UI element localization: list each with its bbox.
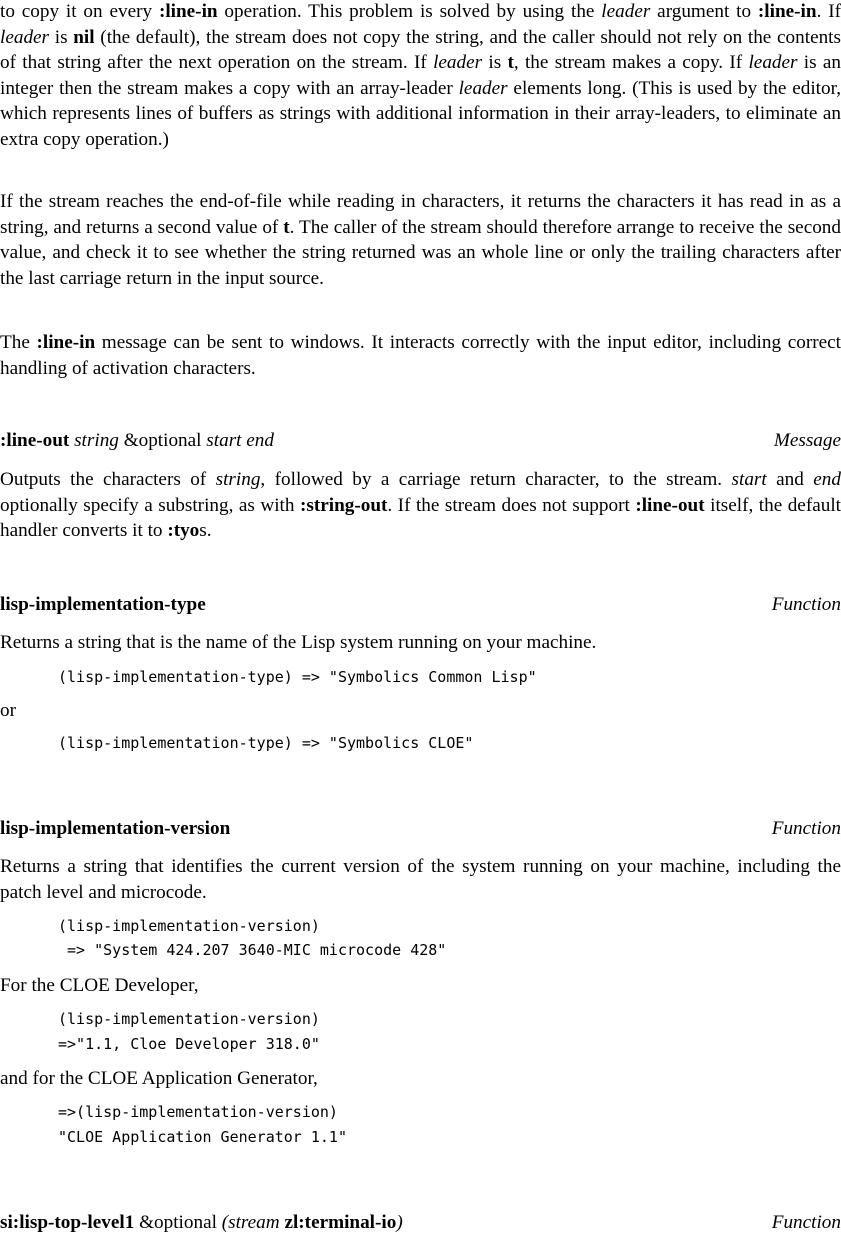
- entry-kind: Function: [771, 594, 841, 615]
- code-example: =>"1.1, Cloe Developer 318.0": [58, 1035, 320, 1053]
- entry-kind: Function: [771, 818, 841, 839]
- entry-header-lisp-implementation-type: [0, 592, 841, 618]
- signature: si:lisp-top-level1 &optional (stream zl:terminal-io): [0, 1212, 403, 1233]
- code-example: => "System 424.207 3640-MIC microcode 428": [58, 941, 447, 959]
- paragraph-end-of-file: If the stream reaches the end-of-file while reading in characters, it returns the characters it has read in as a string, and returns a second value of t. The caller of the stream should therefore arrange to receive the second value, and check it to see whether the string returned was an whole line or only the trailing characters after the last carriage return in the input source.: [0, 191, 841, 289]
- code-example: (lisp-implementation-type) => "Symbolics CLOE": [58, 734, 474, 752]
- entry-header-line-out: [0, 428, 841, 454]
- code-example: (lisp-implementation-version): [58, 1010, 320, 1028]
- code-example: (lisp-implementation-version): [58, 917, 320, 935]
- signature: :line-out string &optional start end: [0, 430, 274, 451]
- paragraph-impl-version-desc: Returns a string that identifies the current version of the system running on your machine, including the patch level and microcode.: [0, 856, 841, 903]
- paragraph-leader-copy: to copy it on every :line-in operation. This problem is solved by using the leader argument to :line-in. If leader is nil (the default), the stream does not copy the string, and the caller should not rely on the contents of that string after the next operation on the stream. If leader is t, the stream makes a copy. If leader is an integer then the stream makes a copy with an array-leader leader elements long. (This is used by the editor, which represents lines of buffers as strings with additional information in their array-leaders, to eliminate an extra copy operation.): [0, 1, 841, 150]
- signature: lisp-implementation-version: [0, 818, 231, 839]
- code-example: =>(lisp-implementation-version): [58, 1103, 338, 1121]
- paragraph-cloe-developer: For the CLOE Developer,: [0, 975, 199, 996]
- paragraph-impl-type-desc: Returns a string that is the name of the Lisp system running on your machine.: [0, 632, 597, 653]
- paragraph-line-out-desc: Outputs the characters of string, followed by a carriage return character, to the stream. start and end optionally specify a substring, as with :string-out. If the stream does not support :line-out itself, the default handler converts it to :tyos.: [0, 469, 841, 541]
- entry-header-lisp-implementation-version: [0, 816, 841, 842]
- paragraph-windows: The :line-in message can be sent to windows. It interacts correctly with the input editor, including correct handling of activation characters.: [0, 332, 841, 379]
- code-example: (lisp-implementation-type) => "Symbolics Common Lisp": [58, 668, 537, 686]
- paragraph-or: or: [0, 700, 16, 721]
- signature: lisp-implementation-type: [0, 594, 206, 615]
- entry-kind: Message: [773, 430, 841, 451]
- paragraph-cloe-app-generator: and for the CLOE Application Generator,: [0, 1068, 318, 1089]
- entry-header-si-lisp-top-level1: [0, 1210, 841, 1236]
- entry-kind: Function: [771, 1212, 841, 1233]
- code-example: "CLOE Application Generator 1.1": [58, 1128, 347, 1146]
